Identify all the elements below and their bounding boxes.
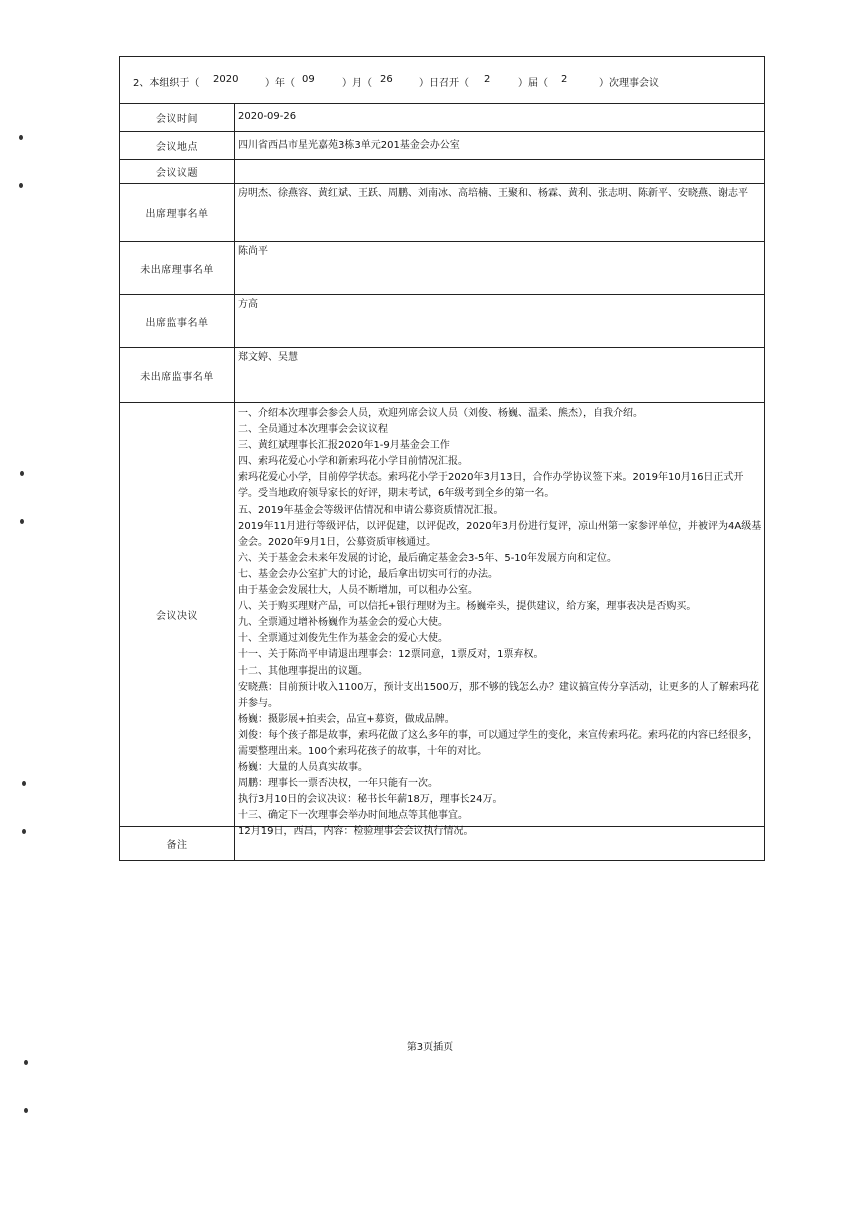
resolution-line: 12月19日，西昌，内容：检验理事会会议执行情况。 xyxy=(238,826,474,838)
scan-speck xyxy=(20,519,24,524)
header-meeting-no: 2 xyxy=(561,74,568,85)
resolution-line: 索玛花爱心小学，目前停学状态。索玛花小学于2020年3月13日，合作办学协议签下来。2019年10月16日正式开学。受当地政府领导家长的好评，期末考试，6年级考到全乡的第一名。 xyxy=(238,472,744,500)
header-year: 2020 xyxy=(213,74,239,85)
header-suffix: ）次理事会议 xyxy=(599,78,659,89)
label-absent-directors: 未出席理事名单 xyxy=(120,242,235,294)
resolution-line: 执行3月10日的会议决议：秘书长年薪18万，理事长24万。 xyxy=(238,794,503,806)
value-meeting-place: 四川省西昌市星光嘉苑3栋3单元201基金会办公室 xyxy=(238,139,460,151)
label-remarks: 备注 xyxy=(120,827,235,860)
label-present-directors: 出席理事名单 xyxy=(120,184,235,241)
row-absent-supervisors xyxy=(120,348,764,403)
resolutions-list xyxy=(238,406,762,841)
row-present-directors xyxy=(120,184,764,242)
resolution-line: 由于基金会发展壮大，人员不断增加，可以租办公室。 xyxy=(238,585,478,597)
scan-speck xyxy=(22,829,26,834)
resolution-line: 五、2019年基金会等级评估情况和申请公募资质情况汇报。 xyxy=(238,504,504,516)
label-absent-supervisors: 未出席监事名单 xyxy=(120,348,235,402)
header-session-unit: ）届（ xyxy=(518,78,548,89)
label-present-supervisors: 出席监事名单 xyxy=(120,295,235,347)
row-present-supervisors xyxy=(120,295,764,348)
resolution-line: 十、全票通过刘俊先生作为基金会的爱心大使。 xyxy=(238,633,448,645)
resolution-line: 2019年11月进行等级评估，以评促建，以评促改，2020年3月份进行复评，凉山州第一家参评单位，并被评为4A级基金会。2020年9月1日，公募资质审核通过。 xyxy=(238,520,762,548)
row-absent-directors xyxy=(120,242,764,295)
value-absent-directors: 陈尚平 xyxy=(238,246,268,257)
header-month: 09 xyxy=(302,74,315,85)
resolution-line: 八、关于购买理财产品，可以信托+银行理财为主。杨巍牵头，提供建议，给方案，理事表决是否购买。 xyxy=(238,601,697,613)
header-session: 2 xyxy=(484,74,491,85)
resolution-line: 七、基金会办公室扩大的讨论，最后拿出切实可行的办法。 xyxy=(238,568,498,580)
scan-speck xyxy=(24,1060,28,1065)
meeting-record-form xyxy=(119,56,765,861)
resolution-line: 十三、确定下一次理事会举办时间地点等其他事宜。 xyxy=(238,810,468,822)
label-resolutions: 会议决议 xyxy=(120,403,235,826)
value-meeting-topic xyxy=(238,160,760,183)
meeting-header-line xyxy=(120,57,764,104)
resolution-line: 四、索玛花爱心小学和新索玛花小学目前情况汇报。 xyxy=(238,456,468,468)
header-day-unit: ）日召开（ xyxy=(419,78,469,89)
row-meeting-time xyxy=(120,103,764,132)
value-meeting-time: 2020-09-26 xyxy=(238,111,297,122)
resolution-line: 九、全票通过增补杨巍作为基金会的爱心大使。 xyxy=(238,617,448,629)
header-day: 26 xyxy=(380,74,393,85)
header-year-unit: ）年（ xyxy=(265,78,295,89)
resolution-line: 刘俊：每个孩子都是故事，索玛花做了这么多年的事，可以通过学生的变化，来宣传索玛花。索玛花的内容已经很多，需要整理出来。100个索玛花孩子的故事，十年的对比。 xyxy=(238,729,758,757)
scan-speck xyxy=(20,471,24,476)
page-insert-note: 第3页插页 xyxy=(406,1042,454,1053)
scan-speck xyxy=(19,183,23,188)
resolution-line: 十一、关于陈尚平申请退出理事会：12票同意，1票反对，1票弃权。 xyxy=(238,649,544,661)
label-meeting-place: 会议地点 xyxy=(120,132,235,159)
value-remarks xyxy=(238,827,760,860)
label-meeting-time: 会议时间 xyxy=(120,103,235,131)
header-prefix: 2、本组织于（ xyxy=(133,78,200,89)
row-meeting-topic xyxy=(120,160,764,184)
value-present-supervisors: 方高 xyxy=(238,299,258,310)
resolution-line: 周鹏：理事长一票否决权，一年只能有一次。 xyxy=(238,778,438,790)
row-resolutions xyxy=(120,403,764,838)
resolution-line: 杨巍：大量的人员真实故事。 xyxy=(238,762,368,774)
scan-speck xyxy=(22,781,26,786)
resolution-line: 安晓燕：目前预计收入1100万，预计支出1500万，那不够的钱怎么办？建议搞宣传分享活动，让更多的人了解索玛花并参与。 xyxy=(238,681,759,709)
value-present-directors: 房明杰、徐燕容、黄红斌、王跃、周鹏、刘南冰、高培楠、王聚和、杨霖、黄利、张志明、陈新平、安晓燕、谢志平 xyxy=(238,188,748,199)
scan-speck xyxy=(19,135,23,140)
row-meeting-place xyxy=(120,132,764,160)
resolution-line: 二、全员通过本次理事会会议议程 xyxy=(238,424,388,436)
row-remarks xyxy=(120,827,764,860)
resolution-line: 十二、其他理事提出的议题。 xyxy=(238,665,368,677)
header-month-unit: ）月（ xyxy=(342,78,372,89)
value-absent-supervisors: 郑文婷、吴慧 xyxy=(238,352,298,363)
resolution-line: 三、黄红斌理事长汇报2020年1-9月基金会工作 xyxy=(238,440,450,452)
resolution-line: 杨巍：摄影展+拍卖会，品宣+募资，做成品牌。 xyxy=(238,713,455,725)
resolution-line: 六、关于基金会未来年发展的讨论，最后确定基金会3-5年、5-10年发展方向和定位。 xyxy=(238,552,618,564)
resolution-line: 一、介绍本次理事会参会人员，欢迎列席会议人员（刘俊、杨巍、温柔、熊杰），自我介绍。 xyxy=(238,408,643,419)
label-meeting-topic: 会议议题 xyxy=(120,160,235,183)
scan-speck xyxy=(24,1108,28,1113)
